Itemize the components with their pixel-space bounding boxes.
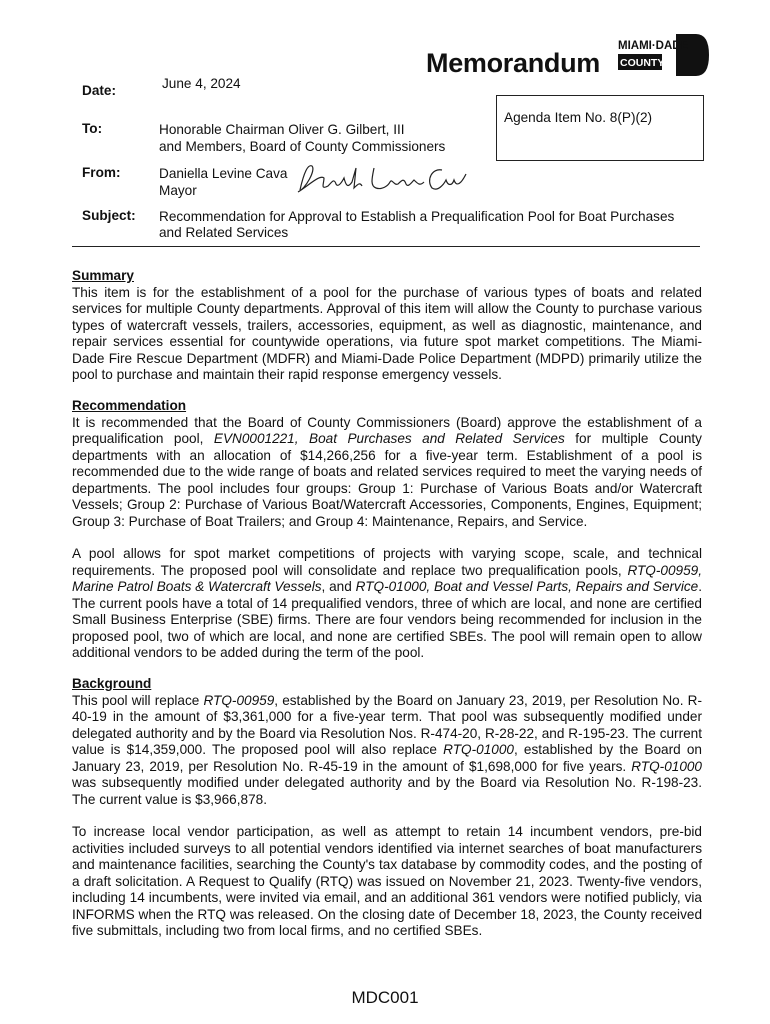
summary-text: This item is for the establishment of a pool for the purchase of various types of boats and related services for multiple County departments. Approval of this item will allow the County to purchase various types of watercraft vessels, trailers, accessories, equipment, as well as diagnostic, maintenance, and repair services essential for countywide operations, via future spot market competitions. The Miami-Dade Fire Rescue Department (MDFR) and Miami-Dade Police Department (MDPD) primarily utilize the pool to purchase and maintain their rapid response emergency vessels. (72, 284, 702, 382)
subject-label: Subject: (82, 208, 136, 223)
subject-line-1: Recommendation for Approval to Establish a Prequalification Pool for Boat Purchases (159, 209, 675, 224)
date-value: June 4, 2024 (162, 76, 241, 91)
mayor-signature (294, 160, 470, 200)
background-paragraph-1: This pool will replace RTQ-00959, established by the Board on January 23, 2019, per Resolution No. R-40-19 in the amount of $3,361,000 for a five-year term. That pool was subsequently modified under delegated authority and by the Board via Resolution Nos. R-474-20, R-28-22, and R-195-23. The current value is $14,359,000. The proposed pool will also replace RTQ-01000, established by the Board on January 23, 2019, per Resolution No. R-45-19 in the amount of $1,698,000 for five years. RTQ-01000 was subsequently modified under delegated authority and by the Board via Resolution No. R-198-23. The current value is $3,966,878. (72, 692, 703, 807)
to-line-2: and Members, Board of County Commissioners (159, 139, 446, 154)
background-section (72, 676, 702, 940)
from-line-2: Mayor (159, 183, 197, 198)
to-line-1: Honorable Chairman Oliver G. Gilbert, III (159, 122, 405, 137)
summary-section (72, 268, 702, 384)
recommendation-heading: Recommendation (72, 398, 187, 413)
recommendation-paragraph-2: A pool allows for spot market competitions of projects with varying scope, scale, and technical requirements. The proposed pool will consolidate and replace two prequalification pools, RTQ-00959, Marine Patrol Boats & Watercraft Vessels, and RTQ-01000, Boat and Vessel Parts, Repairs and Service. The current pools have a total of 14 prequalified vendors, three of which are local, and none are certified Small Business Enterprise (SBE) firms. There are four vendors being recommended for inclusion in the proposed pool, two of which are local, and none are certified SBEs. The pool will remain open to allow additional vendors to be added during the term of the pool. (72, 546, 702, 660)
summary-heading: Summary (72, 268, 134, 283)
miami-dade-county-logo (616, 32, 710, 78)
from-label: From: (82, 165, 121, 180)
page-code: MDC001 (351, 988, 419, 1007)
subject-line-2: and Related Services (159, 225, 289, 240)
background-heading: Background (72, 676, 152, 691)
header-divider (72, 246, 700, 247)
agenda-item-box (496, 95, 704, 161)
agenda-item-number: Agenda Item No. 8(P)(2) (504, 110, 653, 125)
memo-title: Memorandum (426, 48, 601, 78)
recommendation-paragraph-1: It is recommended that the Board of County Commissioners (Board) approve the establishment of a prequalification pool, EVN0001221, Boat Purchases and Related Services for multiple County departments with an allocation of $14,266,256 for a five-year term. Establishment of a pool is recommended due to the wide range of boats and related services required to meet the varying needs of departments. The pool includes four groups: Group 1: Purchase of Various Boats and/or Watercraft Vessels; Group 2: Purchase of Various Boat/Watercraft Accessories, Components, Engines, Equipment; Group 3: Purchase of Boat Trailers; and Group 4: Maintenance, Repairs, and Service. (72, 414, 702, 529)
svg-text:COUNTY: COUNTY (620, 57, 665, 69)
date-label: Date: (82, 83, 116, 98)
to-label: To: (82, 121, 103, 136)
recommendation-section (72, 398, 702, 662)
svg-text:MIAMI·DADE: MIAMI·DADE (618, 40, 689, 52)
from-line-1: Daniella Levine Cava (159, 166, 288, 181)
background-paragraph-2: To increase local vendor participation, as well as attempt to retain 14 incumbent vendors, pre-bid activities included surveys to all potential vendors identified via internet searches of boat manufacturers and maintenance facilities, searching the County's tax database by commodity codes, and the posting of a draft solicitation. A Request to Qualify (RTQ) was issued on November 21, 2023. Twenty-five vendors, including 14 incumbents, were invited via email, and an additional 361 vendors were notified publicly, via INFORMS when the RTQ was released. On the closing date of December 18, 2023, the County received five submittals, including two from local firms, and no certified SBEs. (72, 824, 702, 938)
